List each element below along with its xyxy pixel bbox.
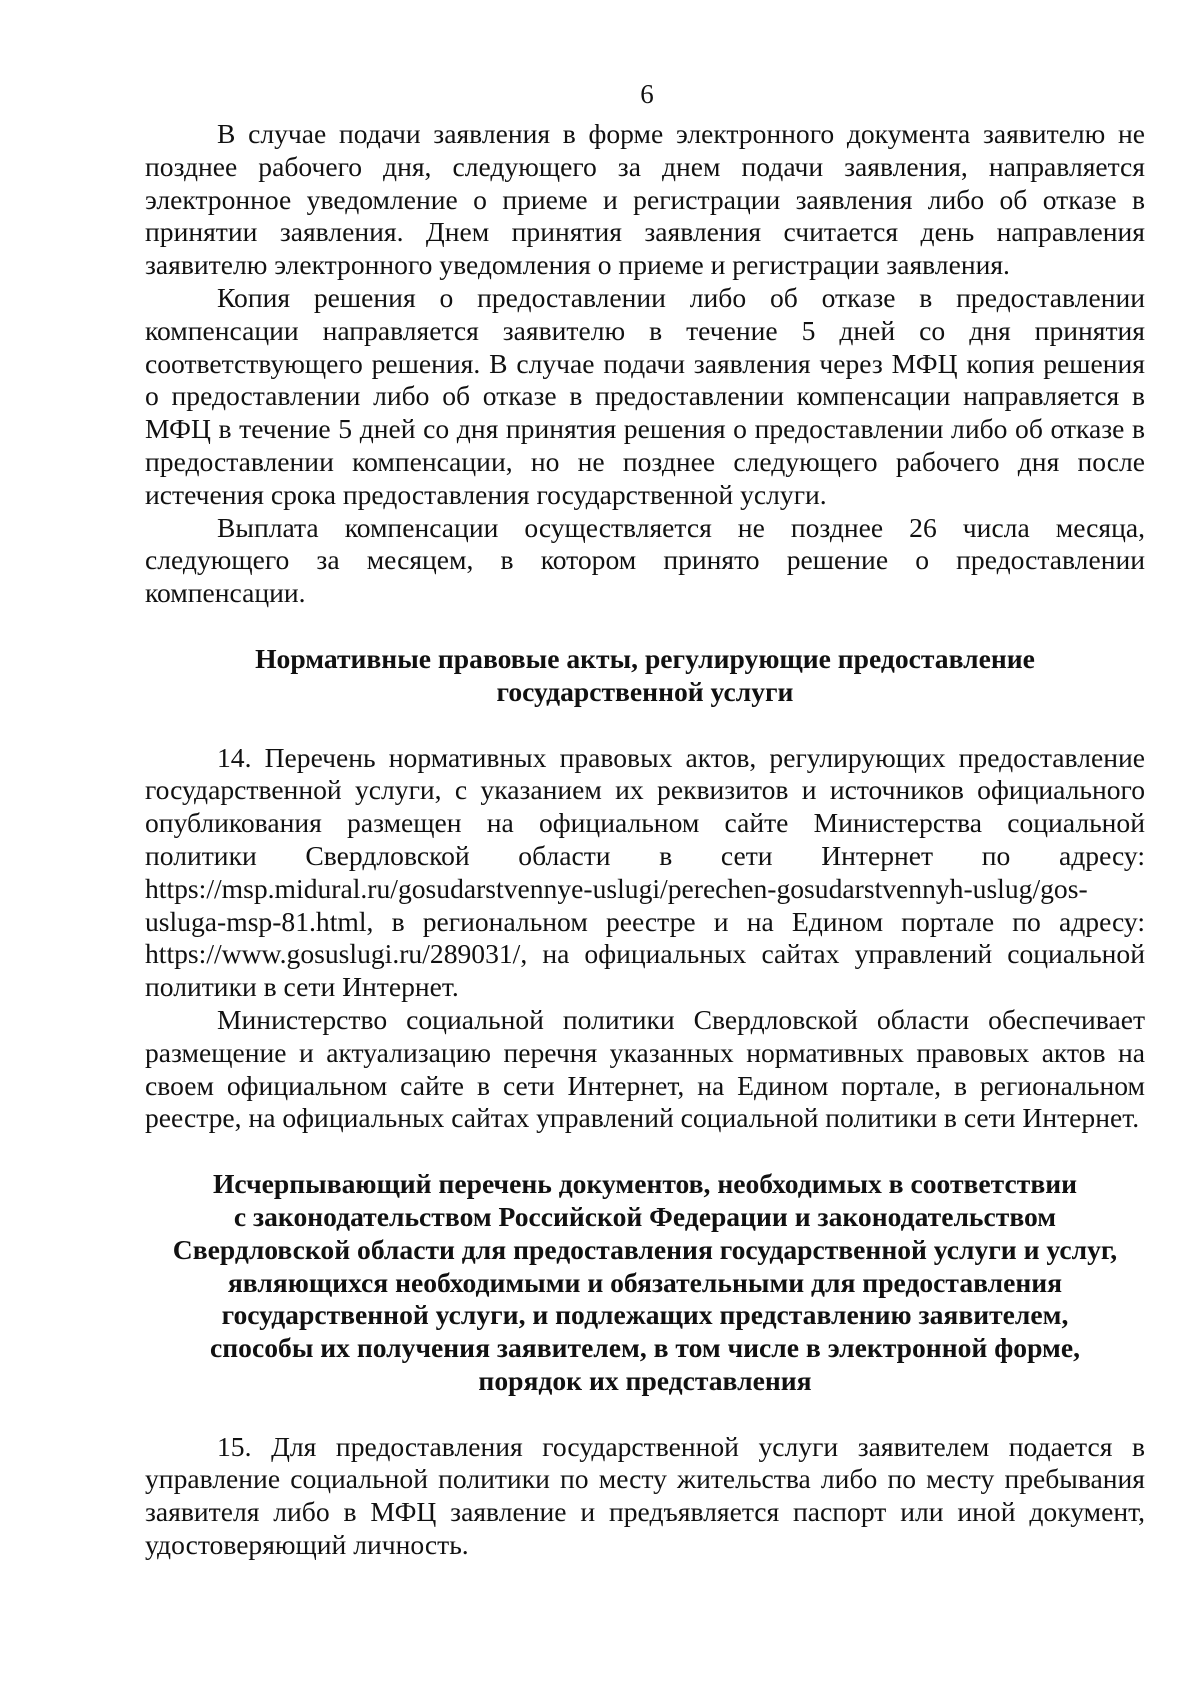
- section-heading-documents-list: [145, 1168, 1145, 1398]
- heading-line: государственной услуги: [496, 675, 794, 707]
- heading-line: способы их получения заявителем, в том числе в электронной форме,: [210, 1332, 1080, 1364]
- paragraph-payment: Выплата компенсации осуществляется не позднее 26 числа месяца, следующего за месяцем, в котором принято решение о предоставлении компенсации.: [145, 511, 1145, 609]
- paragraph-decision-copy: Копия решения о предоставлении либо об отказе в предоставлении компенсации направляется заявителю в течение 5 дней со дня принятия соответствующего решения. В случае подачи заявления через МФЦ копия решения о предоставлении либо об отказе в предоставлении компенсации направляется в МФЦ в течение 5 дней со дня принятия решения о предоставлении либо об отказе в предоставлении компенсации, но не позднее следующего рабочего дня после истечения срока предоставления государственной услуги.: [145, 281, 1145, 510]
- paragraph-15-application: 15. Для предоставления государственной услуги заявителем подается в управление социальной политики по месту жительства либо по месту пребывания заявителя либо в МФЦ заявление и предъявляется паспорт или иной документ, удостоверяющий личность.: [145, 1430, 1145, 1561]
- section-heading-normative-acts: [145, 643, 1145, 709]
- paragraph-electronic-notice: В случае подачи заявления в форме электронного документа заявителю не позднее рабочего дня, следующего за днем подачи заявления, направляется электронное уведомление о приеме и регистрации заявления либо об отказе в принятии заявления. Днем принятия заявления считается день направления заявителю электронного уведомления о приеме и регистрации заявления.: [145, 118, 1145, 281]
- heading-line: Свердловской области для предоставления государственной услуги и услуг,: [172, 1233, 1118, 1265]
- page-number: 6: [640, 79, 654, 109]
- heading-line: государственной услуги, и подлежащих представлению заявителем,: [221, 1299, 1069, 1331]
- paragraph-14-ministry-publication: Министерство социальной политики Свердловской области обеспечивает размещение и актуализацию перечня указанных нормативных правовых актов на своем официальном сайте в сети Интернет, на Едином портале, в региональном реестре, на официальных сайтах управлений социальной политики в сети Интернет.: [145, 1003, 1145, 1134]
- document-body: [145, 118, 1145, 1562]
- paragraph-14-normative-list: 14. Перечень нормативных правовых актов, регулирующих предоставление государственной услуги, с указанием их реквизитов и источников официального опубликования размещен на официальном сайте Министерства социальной политики Свердловской области в сети Интернет по адресу: https://msp.midural.ru/gosudarstvennye-uslugi/perechen-gosudarstvennyh-uslug/gos-usluga-msp-81.html, в региональном реестре и на Едином портале по адресу: https://www.gosuslugi.ru/289031/, на официальных сайтах управлений социальной политики в сети Интернет.: [145, 741, 1145, 1003]
- heading-line: Нормативные правовые акты, регулирующие предоставление: [255, 642, 1035, 674]
- heading-line: порядок их представления: [478, 1364, 812, 1396]
- heading-line: с законодательством Российской Федерации и законодательством: [233, 1200, 1057, 1232]
- heading-line: являющихся необходимыми и обязательными для предоставления: [227, 1266, 1063, 1298]
- heading-line: Исчерпывающий перечень документов, необходимых в соответствии: [212, 1168, 1078, 1200]
